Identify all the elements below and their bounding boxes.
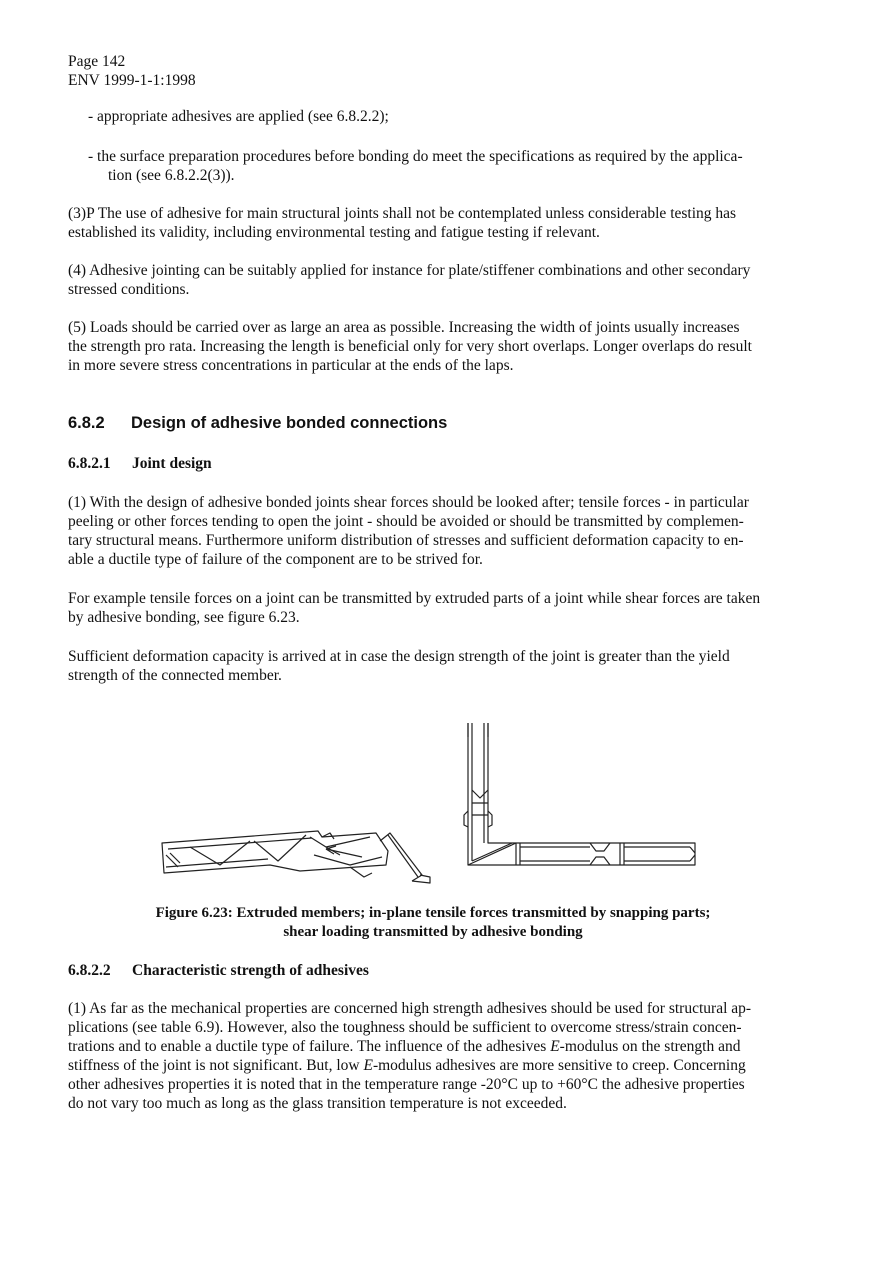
- joint-design-para-2: For example tensile forces on a joint can be transmitted by extruded parts of a joint while shear forces are taken by adhesive bonding, see figure 6.23.: [68, 590, 761, 626]
- page-number: Page 142: [68, 53, 126, 70]
- extruded-plate-snapping: [162, 831, 430, 883]
- subsection-characteristic-strength: 6.8.2.2 Characteristic strength of adhesives: [68, 962, 369, 979]
- figure-caption: Figure 6.23: Extruded members; in-plane tensile forces transmitted by snapping parts; shear loading transmitted by adhesive bonding: [155, 905, 711, 940]
- section-title: Design of adhesive bonded connections: [131, 414, 448, 432]
- adhesive-bonded-corner: [464, 723, 695, 865]
- bullet-adhesives: - appropriate adhesives are applied (see 6.8.2.2);: [88, 108, 389, 125]
- paragraph-4: (4) Adhesive jointing can be suitably applied for instance for plate/stiffener combinations and other secondary stressed conditions.: [68, 262, 751, 298]
- section-heading: [68, 413, 447, 433]
- joint-design-para-3: Sufficient deformation capacity is arrived at in case the design strength of the joint is greater than the yield strength of the connected member.: [68, 648, 730, 684]
- paragraph-5: (5) Loads should be carried over as large an area as possible. Increasing the width of joints usually increases the strength pro rata. Increasing the length is beneficial only for very short overlaps. Longer overlaps do result in more severe stress concentrations in particular at the ends of the laps.: [68, 319, 752, 374]
- page-header: [68, 52, 368, 90]
- section-number: 6.8.2: [68, 414, 105, 432]
- standard-code: ENV 1999-1-1:1998: [68, 72, 196, 89]
- characteristic-strength-para-1: (1) As far as the mechanical properties are concerned high strength adhesives should be used for structural ap- plications (see table 6.9). However, also the toughness should be sufficient to overcome stress/strain concen- trations and to enable a ductile type of failure. The influence of the adhesives E-modulus on the strength and stiffness of the joint is not significant. But, low E-modulus adhesives are more sensitive to creep. Concerning other adhesives properties it is noted that in the temperature range -20°C up to +60°C the adhesive properties do not vary too much as long as the glass transition temperature is not exceeded.: [68, 1000, 752, 1112]
- joint-design-para-1: (1) With the design of adhesive bonded joints shear forces should be looked after; tensile forces - in particular peeling or other forces tending to open the joint - should be avoided or should be transmitted by complemen- tary structural means. Furthermore uniform distribution of stresses and sufficient deformation capacity to en- able a ductile type of failure of the component are to be strived for.: [68, 494, 749, 568]
- tensile-force-arrow: [326, 846, 362, 857]
- figure-6-23-drawing: [150, 715, 710, 890]
- subsection-joint-design: 6.8.2.1 Joint design: [68, 455, 212, 472]
- paragraph-3p: (3)P The use of adhesive for main structural joints shall not be contemplated unless considerable testing has established its validity, including environmental testing and fatigue testing if relevant.: [68, 205, 737, 241]
- bullet-surface-prep: - the surface preparation procedures before bonding do meet the specifications as required by the applica- tion (see 6.8.2.2(3)).: [88, 148, 743, 184]
